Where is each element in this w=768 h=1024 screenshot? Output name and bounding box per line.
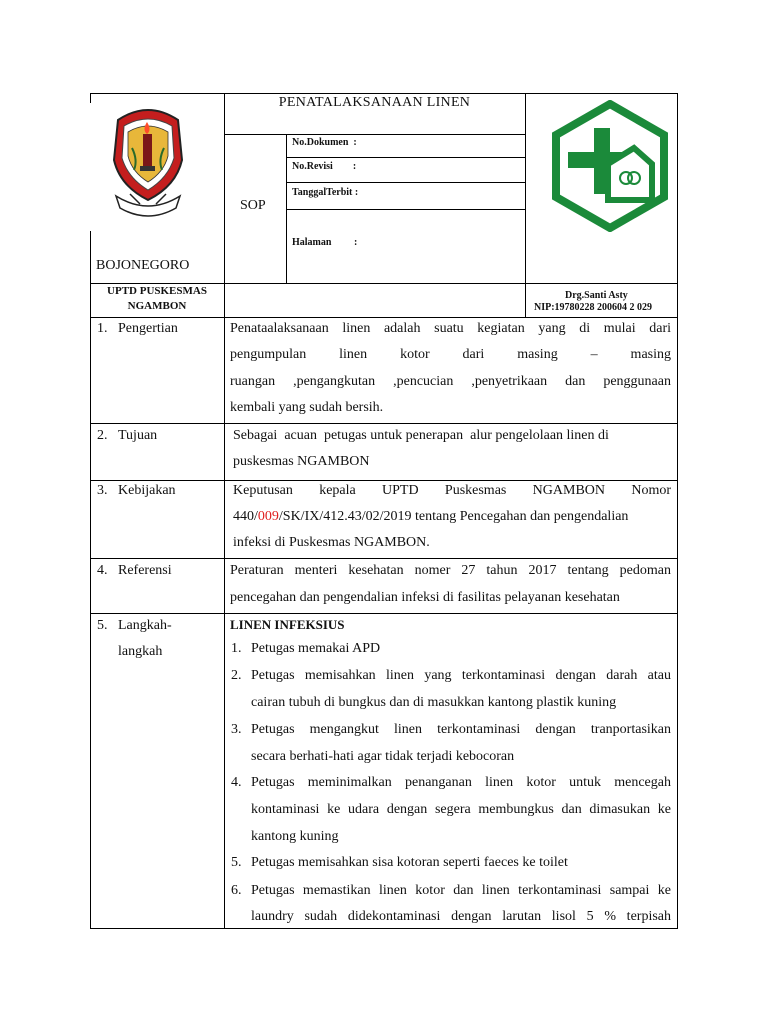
step-number: 3. [231, 722, 242, 737]
step-line: Petugas memisahkan linen yang terkontaminasi dengan darah atau [251, 668, 671, 683]
section-number: 2. [97, 428, 108, 443]
pengertian-line: kembali yang sudah bersih. [230, 400, 384, 415]
field-issue-date: TanggalTerbit : [292, 187, 359, 198]
section-number: 1. [97, 321, 108, 336]
step-line: laundry sudah didekontaminasi dengan larutan lisol 5 % terpisah [251, 909, 671, 924]
org-name-line1: UPTD PUSKESMAS [107, 285, 207, 297]
document-title: PENATALAKSANAAN LINEN [278, 95, 471, 110]
puskesmas-logo [548, 100, 672, 232]
field-revision: No.Revisi : [292, 161, 357, 172]
section-label-tujuan: Tujuan [118, 428, 158, 443]
pengertian-line: pengumpulan linen kotor dari masing – masing [230, 347, 671, 362]
signer-name: Drg.Santi Asty [565, 290, 628, 301]
step-line: Petugas memisahkan sisa kotoran seperti faeces ke toilet [251, 855, 568, 870]
section-label-referensi: Referensi [118, 563, 172, 578]
section-label-langkah: langkah [118, 644, 163, 659]
field-page: Halaman : [292, 237, 358, 248]
kebijakan-line-2 [233, 509, 628, 525]
region-name: BOJONEGORO [96, 258, 190, 273]
pengertian-line: ruangan ,pengangkutan ,pencucian ,penyetrikaan dan penggunaan [230, 374, 671, 389]
referensi-line: Peraturan menteri kesehatan nomer 27 tahun 2017 tentang pedoman [230, 563, 671, 578]
section-label-langkah: Langkah- [118, 618, 172, 633]
kebijakan-number-suffix: /SK/IX/412.43/02/2019 tentang Pencegahan dan pengendalian [278, 509, 629, 524]
section-label-kebijakan: Kebijakan [118, 483, 176, 498]
step-number: 4. [231, 775, 242, 790]
step-line: Petugas memakai APD [251, 641, 381, 656]
steps-subheading: LINEN INFEKSIUS [230, 617, 345, 632]
section-number: 3. [97, 483, 108, 498]
step-line: cairan tubuh di bungkus dan di masukkan kantong plastik kuning [251, 695, 617, 710]
step-number: 5. [231, 855, 242, 870]
field-document-number: No.Dokumen : [292, 137, 357, 148]
sop-label: SOP [240, 198, 266, 213]
step-line: kantong kuning [251, 829, 339, 844]
org-name-line2: NGAMBON [127, 300, 187, 312]
step-line: Petugas meminimalkan penanganan linen kotor untuk mencegah [251, 775, 671, 790]
step-number: 1. [231, 641, 242, 656]
step-line: Petugas memastikan linen kotor dan linen terkontaminasi sampai ke [251, 883, 671, 898]
section-number: 4. [97, 563, 108, 578]
kebijakan-number-red: 009 [257, 509, 279, 524]
step-number: 6. [231, 883, 242, 898]
step-line: secara berhati-hati agar tidak terjadi kebocoran [251, 749, 515, 764]
signer-nip: NIP:19780228 200604 2 029 [534, 302, 653, 313]
step-number: 2. [231, 668, 242, 683]
tujuan-line: Sebagai acuan petugas untuk penerapan alur pengelolaan linen di [233, 428, 609, 443]
section-number: 5. [97, 618, 108, 633]
tujuan-line: puskesmas NGAMBON [233, 454, 370, 469]
section-label-pengertian: Pengertian [118, 321, 178, 336]
regency-emblem-logo [110, 104, 186, 228]
pengertian-line: Penataalaksanaan linen adalah suatu kegiatan yang di mulai dari [230, 321, 671, 336]
kebijakan-line: infeksi di Puskesmas NGAMBON. [233, 535, 430, 550]
step-line: kontaminasi ke udara dengan segera membungkus dan dimasukan ke [251, 802, 671, 817]
referensi-line: pencegahan dan pengendalian infeksi di fasilitas pelayanan kesehatan [230, 590, 620, 605]
step-line: Petugas mengangkut linen terkontaminasi dengan tranportasikan [251, 722, 671, 737]
kebijakan-number-prefix: 440/ [233, 509, 258, 524]
kebijakan-line: Keputusan kepala UPTD Puskesmas NGAMBON Nomor [233, 483, 671, 498]
